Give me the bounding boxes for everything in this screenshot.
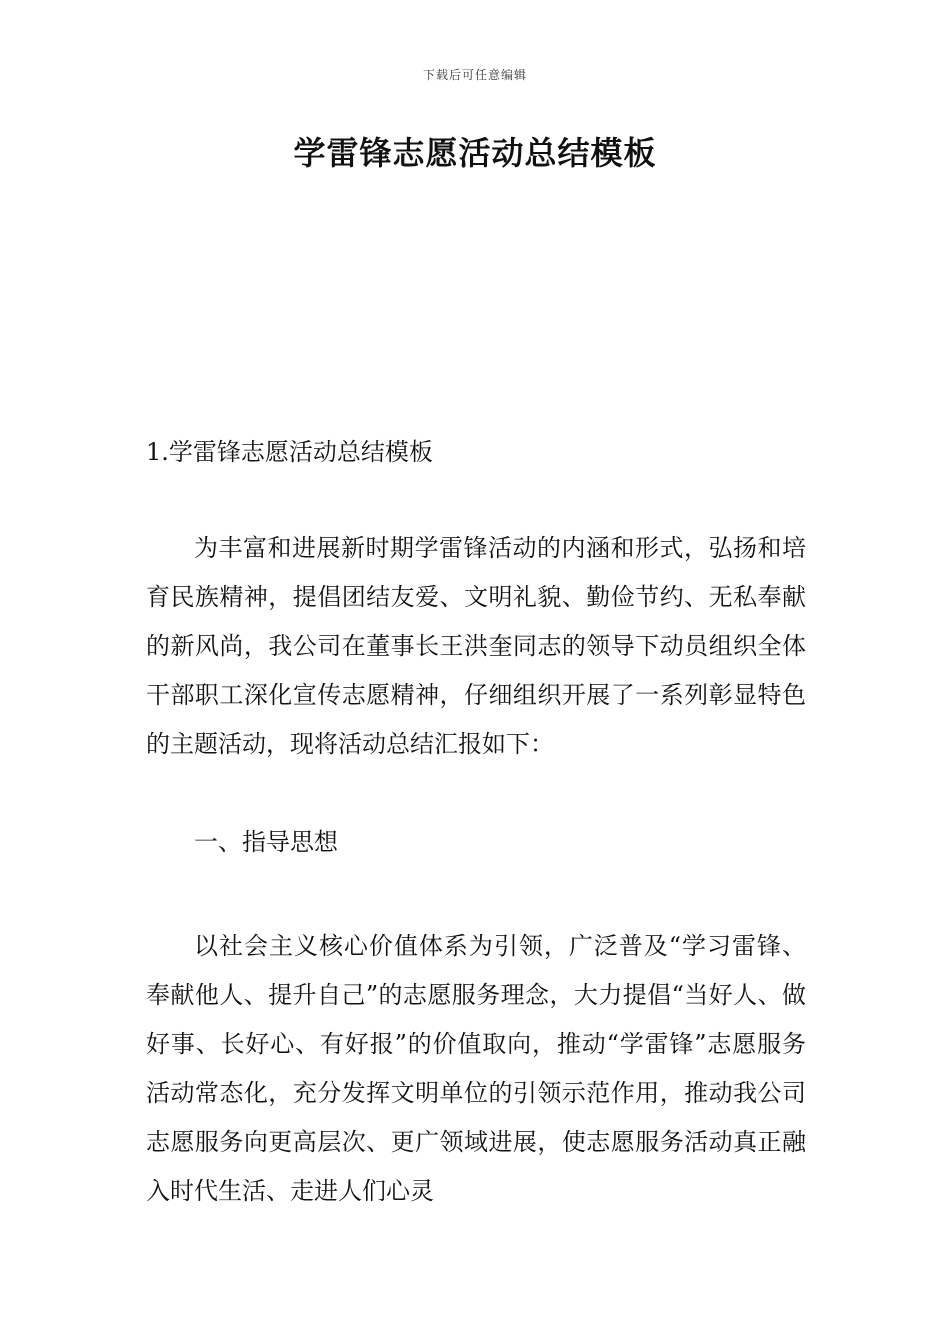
header-note: 下载后可任意编辑 <box>422 68 527 82</box>
guiding-ideology-heading: 一、指导思想 <box>194 828 338 856</box>
section-title: 1.学雷锋志愿活动总结模板 <box>146 438 433 466</box>
document-title: 学雷锋志愿活动总结模板 <box>293 134 657 172</box>
guiding-ideology-paragraph: 以社会主义核心价值体系为引领，广泛普及“学习雷锋、奉献他人、提升自己”的志愿服务理念，大力提倡“当好人、做好事、长好心、有好报”的价值取向，推动“学雷锋”志愿服务活动常态化，充分发挥文明单位的引领示范作用，推动我公司志愿服务向更高层次、更广领域进展，使志愿服务活动真正融入时代生活、走进人们心灵 <box>146 932 806 1205</box>
intro-paragraph: 为丰富和进展新时期学雷锋活动的内涵和形式，弘扬和培育民族精神，提倡团结友爱、文明礼貌、勤俭节约、无私奉献的新风尚，我公司在董事长王洪奎同志的领导下动员组织全体干部职工深化宣传志愿精神，仔细组织开展了一系列彰显特色的主题活动，现将活动总结汇报如下： <box>146 534 806 758</box>
